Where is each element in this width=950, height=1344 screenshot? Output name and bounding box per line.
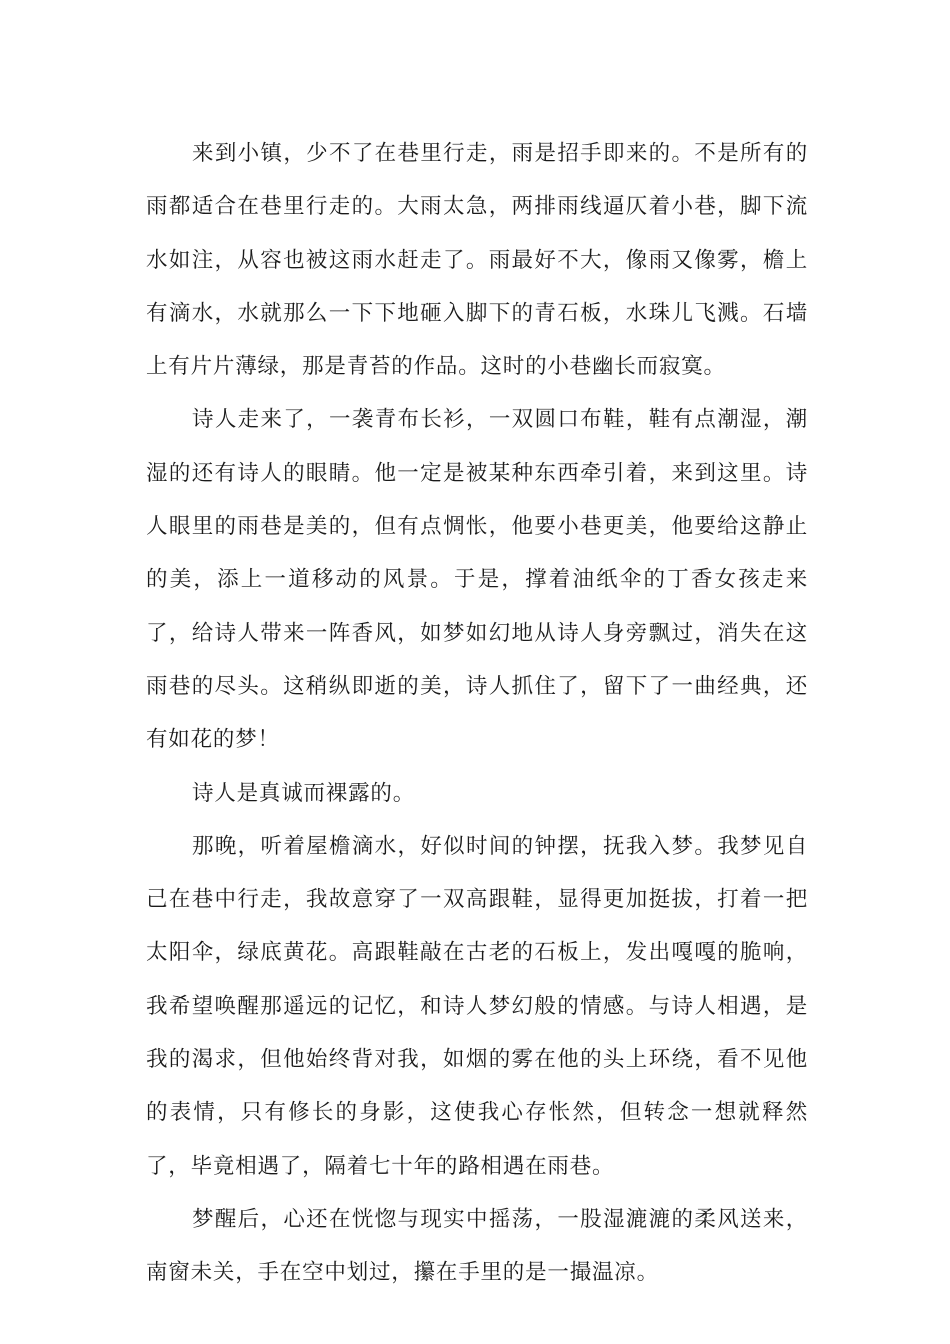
paragraph-2-line-2: 湿的还有诗人的眼睛。他一定是被某种东西牵引着，来到这里。诗 <box>146 460 808 486</box>
paragraph-4-line-1: 那晚，听着屋檐滴水，好似时间的钟摆，抚我入梦。我梦见自 <box>192 833 808 859</box>
paragraph-4-line-3: 太阳伞，绿底黄花。高跟鞋敲在古老的石板上，发出嘎嘎的脆响， <box>146 940 808 966</box>
paragraph-2-line-5: 了，给诗人带来一阵香风，如梦如幻地从诗人身旁飘过，消失在这 <box>146 620 808 646</box>
article-body <box>146 127 808 1300</box>
paragraph-1-line-5: 上有片片薄绿，那是青苔的作品。这时的小巷幽长而寂寞。 <box>146 354 726 380</box>
paragraph-1-line-1: 来到小镇，少不了在巷里行走，雨是招手即来的。不是所有的 <box>192 141 808 166</box>
paragraph-3-line-1: 诗人是真诚而裸露的。 <box>192 780 416 806</box>
paragraph-5-line-2: 南窗未关，手在空中划过，攥在手里的是一撮温凉。 <box>146 1260 659 1286</box>
paragraph-4-line-5: 我的渴求，但他始终背对我，如烟的雾在他的头上环绕，看不见他 <box>146 1047 808 1073</box>
paragraph-2-line-7: 有如花的梦！ <box>146 727 280 753</box>
paragraph-5-line-1: 梦醒后，心还在恍惚与现实中摇荡，一股湿漉漉的柔风送来， <box>192 1206 808 1232</box>
paragraph-2-line-3: 人眼里的雨巷是美的，但有点惆怅，他要小巷更美，他要给这静止 <box>146 514 808 540</box>
paragraph-4-line-7: 了，毕竟相遇了，隔着七十年的路相遇在雨巷。 <box>146 1153 615 1179</box>
paragraph-1-line-2: 雨都适合在巷里行走的。大雨太急，两排雨线逼仄着小巷，脚下流 <box>146 194 808 220</box>
paragraph-2-line-4: 的美，添上一道移动的风景。于是，撑着油纸伞的丁香女孩走来 <box>146 567 808 593</box>
paragraph-4-line-4: 我希望唤醒那遥远的记忆，和诗人梦幻般的情感。与诗人相遇，是 <box>146 993 808 1019</box>
paragraph-1-line-3: 水如注，从容也被这雨水赶走了。雨最好不大，像雨又像雾，檐上 <box>146 247 808 273</box>
paragraph-2-line-1: 诗人走来了，一袭青布长衫，一双圆口布鞋，鞋有点潮湿，潮 <box>192 407 808 433</box>
paragraph-2-line-6: 雨巷的尽头。这稍纵即逝的美，诗人抓住了，留下了一曲经典，还 <box>146 673 808 699</box>
paragraph-4-line-6: 的表情，只有修长的身影，这使我心存怅然，但转念一想就释然 <box>146 1100 808 1126</box>
paragraph-4-line-2: 己在巷中行走，我故意穿了一双高跟鞋，显得更加挺拔，打着一把 <box>146 887 808 913</box>
paragraph-1-line-4: 有滴水，水就那么一下下地砸入脚下的青石板，水珠儿飞溅。石墙 <box>146 300 808 326</box>
